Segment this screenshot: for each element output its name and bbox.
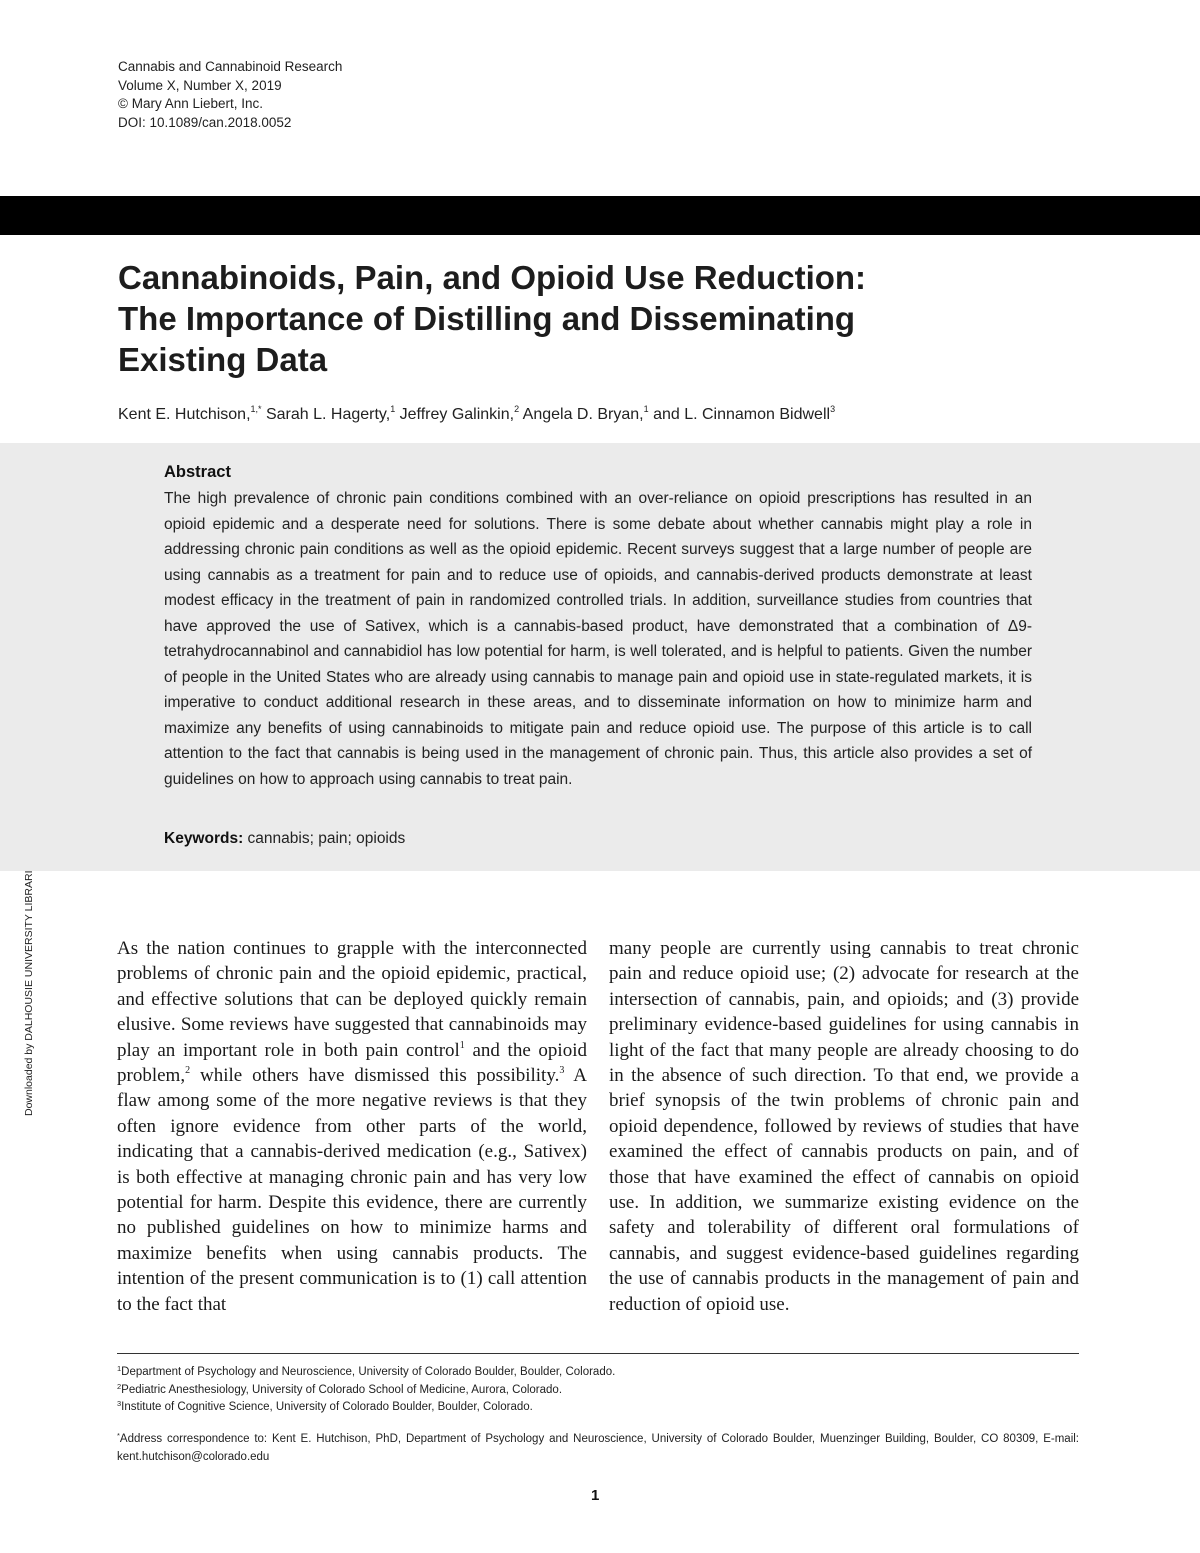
abstract-heading: Abstract [164, 463, 231, 481]
body-text: A flaw among some of the more negative reviews is that they often ignore evidence from other parts of the world, indicating that a cannabis-derived medication (e.g., Sativex) is both effective at managing chronic pain and has very low potential for harm. Despite this evidence, there are currently no published guidelines on how to minimize harms and maximize benefits when using cannabis products. The intention of the present communication is to (1) call attention to the fact that [117, 1065, 587, 1315]
abstract-text: The high prevalence of chronic pain conditions combined with an over-reliance on opioid prescriptions has resulted in an opioid epidemic and a desperate need for solutions. There is some debate about whether cannabis might play a role in addressing chronic pain conditions as well as the opioid epidemic. Recent surveys suggest that a large number of people are using cannabis as a treatment for pain and to reduce use of opioids, and cannabis-derived products demonstrate at least modest efficacy in the treatment of pain in randomized controlled trials. In addition, surveillance studies from countries that have approved the use of Sativex, which is a cannabis-based product, have demonstrated that a combination of Δ9-tetrahydrocannabinol and cannabidiol has low potential for harm, is well tolerated, and is helpful to patients. Given the number of people in the United States who are already using cannabis to manage pain and opioid use in state-regulated markets, it is imperative to conduct additional research in these areas, and to disseminate information on how to minimize harm and maximize any benefits of using cannabinoids to mitigate pain and reduce opioid use. The purpose of this article is to call attention to the fact that cannabis is being used in the management of chronic pain. Thus, this article also provides a set of guidelines on how to approach using cannabis to treat pain. [164, 490, 1032, 788]
author-affiliation-mark: 1 [390, 404, 396, 414]
citation-ref[interactable]: 2 [185, 1065, 191, 1077]
affiliations [117, 1364, 615, 1417]
correspondence-note [117, 1430, 1079, 1466]
author-name: and L. Cinnamon Bidwell [648, 406, 831, 423]
author-name: Kent E. Hutchison, [118, 406, 251, 423]
author-list [118, 404, 835, 424]
header-band [0, 196, 1200, 235]
keywords-list: cannabis; pain; opioids [243, 830, 406, 847]
affiliation-mark: 2 [117, 1381, 122, 1391]
author-affiliation-mark: 2 [514, 404, 520, 414]
body-column-left [117, 936, 587, 1317]
author-affiliation-mark: 1,* [250, 404, 262, 414]
footnote-divider [117, 1353, 1079, 1354]
keywords [164, 830, 405, 848]
title-line-2: The Importance of Distilling and Disseminating [118, 300, 856, 337]
title-line-3: Existing Data [118, 341, 328, 378]
affiliation-mark: 3 [117, 1399, 122, 1408]
author-name: Sarah L. Hagerty, [261, 406, 391, 423]
correspondence-mark: * [117, 1431, 120, 1440]
keywords-label: Keywords: [164, 830, 244, 847]
author-affiliation-mark: 1 [643, 404, 649, 414]
body-text: while others have dismissed this possibility. [190, 1065, 560, 1087]
journal-doi: DOI: 10.1089/can.2018.0052 [118, 114, 292, 130]
affiliation-mark: 1 [117, 1364, 122, 1373]
affiliation-text: Pediatric Anesthesiology, University of Colorado School of Medicine, Aurora, Colorado. [121, 1383, 563, 1396]
title-line-1: Cannabinoids, Pain, and Opioid Use Reduction: [118, 259, 867, 296]
correspondence-text: Address correspondence to: Kent E. Hutchison, PhD, Department of Psychology and Neuroscience, University of Colorado Boulder, Muenzinger Building, Boulder, CO 80309, E-mail: kent.hutchison@colorado.edu [117, 1433, 1079, 1463]
article-title [118, 257, 1078, 380]
journal-header [118, 58, 342, 132]
page-number: 1 [591, 1487, 600, 1504]
citation-ref[interactable]: 3 [559, 1065, 565, 1077]
author-name: Angela D. Bryan, [519, 406, 644, 423]
affiliation-2 [117, 1382, 615, 1400]
affiliation-text: Department of Psychology and Neuroscience, University of Colorado Boulder, Boulder, Colorado. [121, 1366, 616, 1378]
journal-volume: Volume X, Number X, 2019 [118, 77, 282, 93]
affiliation-text: Institute of Cognitive Science, University of Colorado Boulder, Boulder, Colorado. [121, 1401, 533, 1413]
author-name: Jeffrey Galinkin, [395, 406, 515, 423]
body-text: and the opioid problem, [117, 1039, 587, 1087]
body-text: As the nation continues to grapple with the interconnected problems of chronic pain and the opioid epidemic, practical, and effective solutions that can be deployed quickly remain elusive. Some reviews have suggested that cannabinoids may play an important role in both pain control [117, 938, 587, 1061]
journal-copyright: © Mary Ann Liebert, Inc. [118, 96, 264, 111]
citation-ref[interactable]: 1 [459, 1039, 465, 1051]
affiliation-3 [117, 1399, 615, 1417]
body-column-right: many people are currently using cannabis to treat chronic pain and reduce opioid use; (2) advocate for research at the intersection of cannabis, pain, and opioids; and (3) provide preliminary evidence-based guidelines for using cannabis in light of the fact that many people are already choosing to do in the absence of such direction. To that end, we provide a brief synopsis of the twin problems of chronic pain and opioid dependence, followed by reviews of studies that have examined the effect of cannabis products on pain, and of those that have examined the effect of cannabis on opioid use. In addition, we summarize existing evidence on the safety and tolerability of different oral formulations of cannabis, and suggest evidence-based guidelines regarding the use of cannabis products in the management of pain and reduction of opioid use. [609, 938, 1079, 1315]
author-affiliation-mark: 3 [830, 404, 836, 414]
journal-name: Cannabis and Cannabinoid Research [118, 59, 343, 74]
affiliation-1 [117, 1364, 615, 1382]
